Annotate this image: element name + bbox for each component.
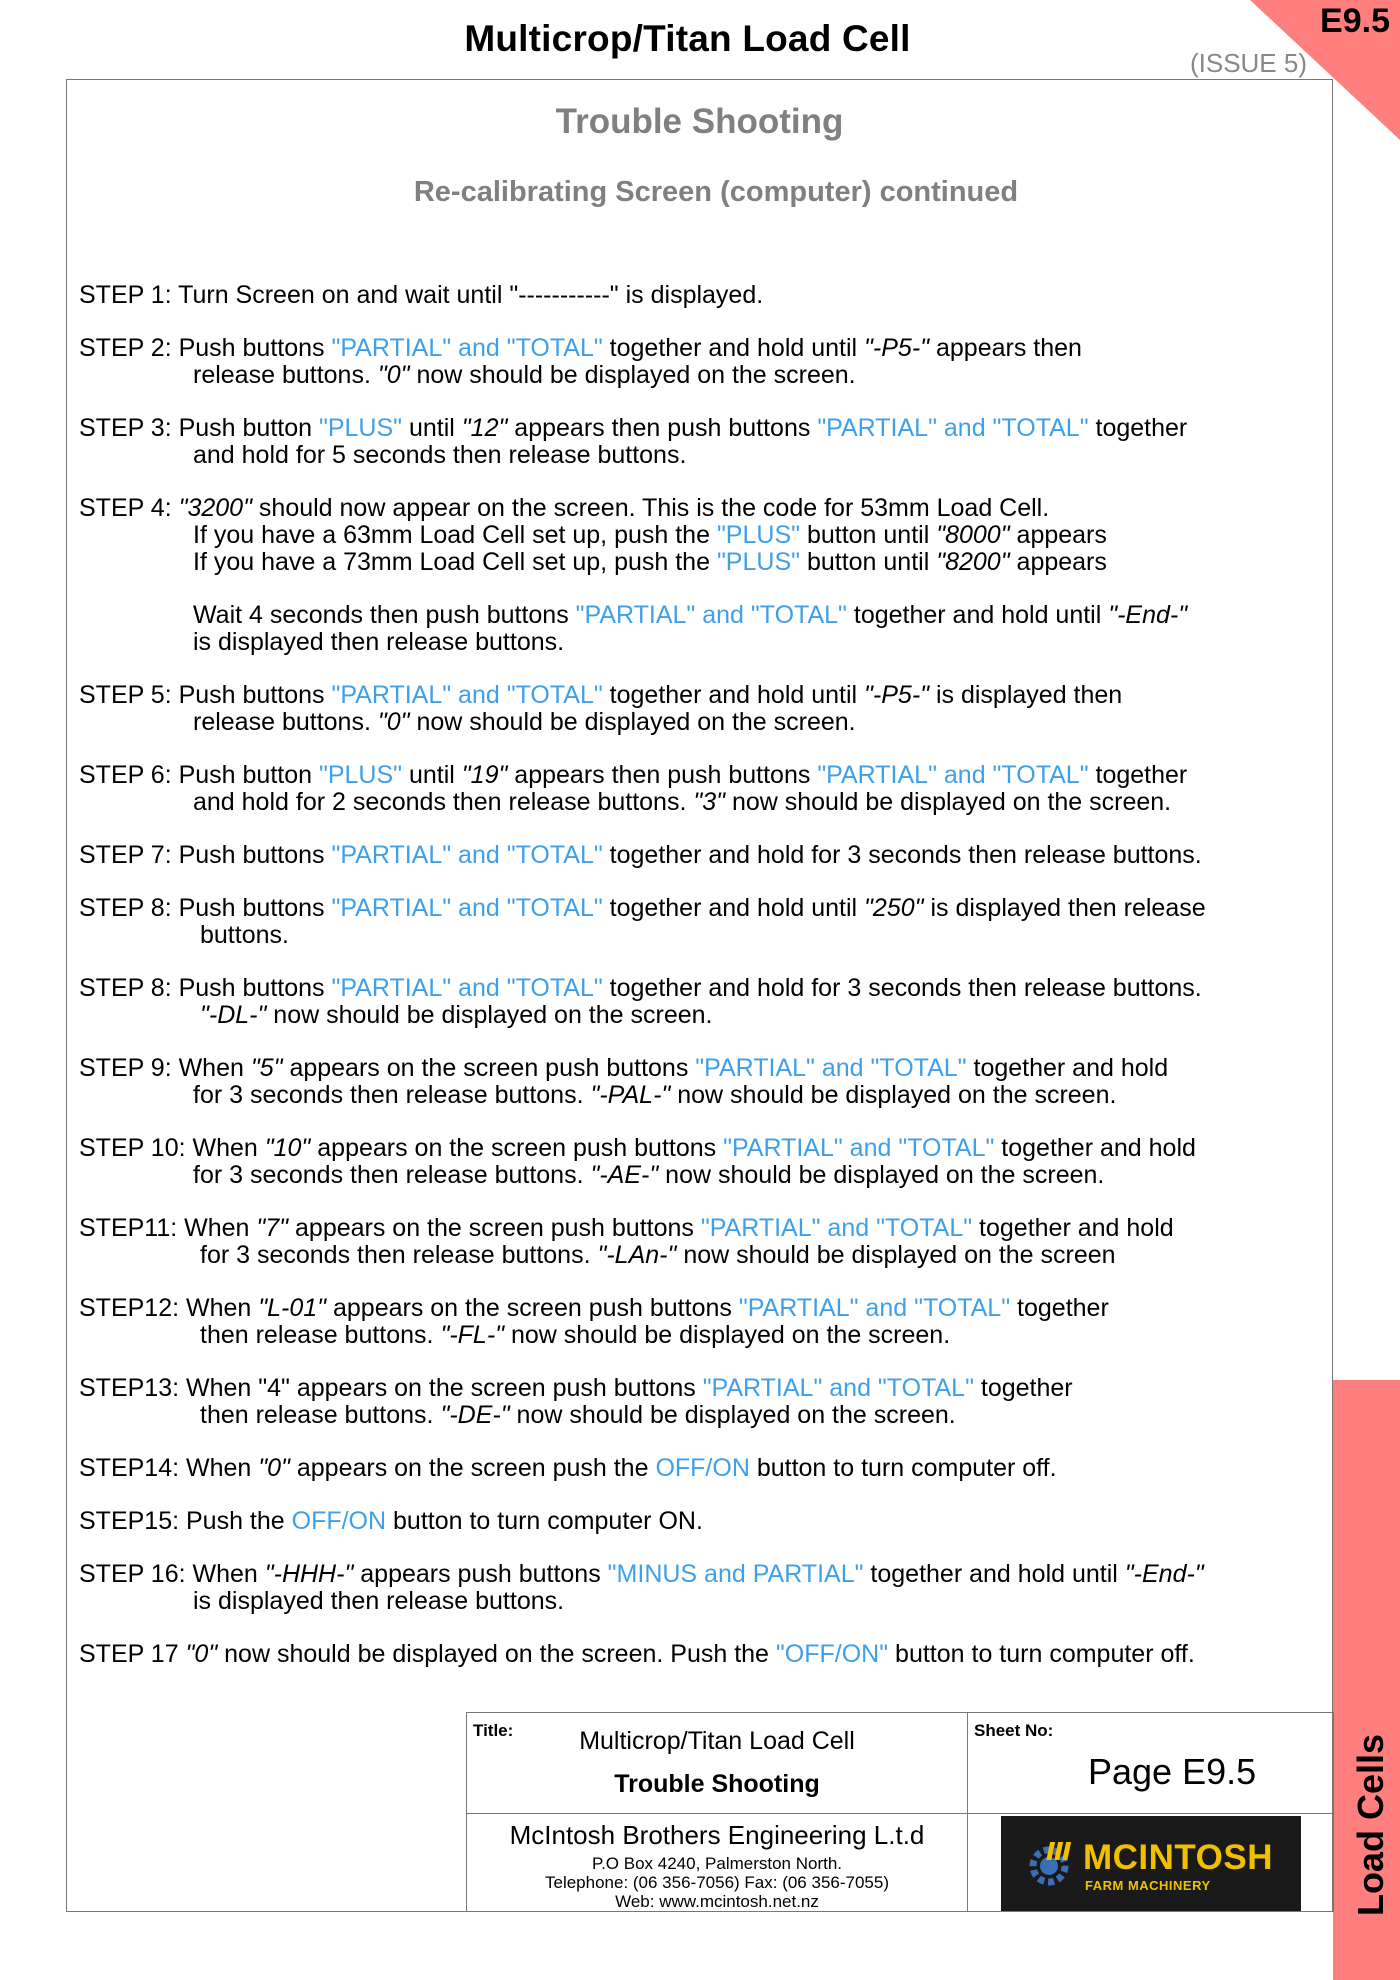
display-value-text: "-P5-" — [864, 334, 930, 362]
step-item — [79, 1375, 1339, 1429]
step-text: STEP 1: Turn Screen on and wait until "-----------" is displayed. — [79, 281, 764, 309]
display-value-text: "-LAn-" — [597, 1241, 677, 1269]
side-tab-label: Load Cells — [1350, 1733, 1391, 1916]
step-text: together and hold until — [846, 601, 1109, 629]
button-name-text: "OFF/ON" — [775, 1640, 889, 1668]
button-name-text: "PARTIAL" and "TOTAL" — [331, 681, 603, 709]
button-name-text: "PLUS" — [318, 761, 403, 789]
display-value-text: "12" — [461, 414, 508, 442]
display-value-text: "10" — [264, 1134, 311, 1162]
step-text: STEP13: When "4" appears on the screen push buttons — [79, 1374, 703, 1402]
display-value-text: "250" — [864, 894, 924, 922]
step-line — [79, 1588, 1339, 1615]
step-text: STEP 8: Push buttons — [79, 974, 332, 1002]
step-item — [79, 1561, 1339, 1615]
step-text: together and hold — [966, 1054, 1169, 1082]
step-text: If you have a 73mm Load Cell set up, push the — [193, 548, 717, 576]
step-text: together — [1088, 761, 1188, 789]
step-item — [79, 895, 1339, 949]
step-line — [79, 522, 1339, 549]
step-text: now should be displayed on the screen. — [670, 1081, 1117, 1109]
step-text: appears — [1009, 548, 1107, 576]
step-item — [79, 1508, 1339, 1535]
step-line — [79, 762, 1339, 789]
step-text: until — [402, 414, 462, 442]
display-value-text: "-PAL-" — [590, 1081, 671, 1109]
step-line — [79, 442, 1339, 469]
button-name-text: "PARTIAL" and "TOTAL" — [695, 1054, 967, 1082]
step-line — [79, 335, 1339, 362]
button-name-text: "PLUS" — [716, 521, 800, 549]
display-value-text: "-End-" — [1108, 601, 1188, 629]
display-value-text: "19" — [461, 761, 508, 789]
step-text: and hold for 5 seconds then release buttons. — [193, 441, 687, 469]
step-line — [79, 1242, 1339, 1269]
display-value-text: "8200" — [936, 548, 1010, 576]
step-text: then release buttons. — [200, 1401, 441, 1429]
company-name: McIntosh Brothers Engineering L.t.d — [509, 1820, 925, 1850]
step-text: buttons. — [200, 921, 289, 949]
step-line — [79, 1215, 1339, 1242]
step-item — [79, 842, 1339, 869]
display-value-text: "3" — [693, 788, 725, 816]
step-line — [79, 789, 1339, 816]
step-text: appears on the screen push buttons — [310, 1134, 724, 1162]
step-line — [79, 1322, 1339, 1349]
logo-cell — [967, 1813, 1334, 1912]
step-text: now should be displayed on the screen. — [409, 708, 856, 736]
step-text: together and hold until — [863, 1560, 1125, 1588]
title-label: Title: — [473, 1721, 514, 1740]
display-value-text: "3200" — [178, 494, 252, 522]
step-text: together and hold for 3 seconds then release buttons. — [602, 841, 1202, 869]
step-text: now should be displayed on the screen. — [266, 1001, 713, 1029]
button-name-text: "PARTIAL" and "TOTAL" — [331, 894, 603, 922]
step-text: button until — [800, 548, 937, 576]
step-text: appears on the screen push buttons — [326, 1294, 739, 1322]
company-phone: Telephone: (06 356-7056) Fax: (06 356-7055) — [544, 1873, 889, 1892]
step-text: appears then — [929, 334, 1082, 362]
step-text: is displayed then — [929, 681, 1123, 709]
display-value-text: "-AE-" — [590, 1161, 659, 1189]
button-name-text: OFF/ON — [291, 1507, 387, 1535]
step-text: If you have a 63mm Load Cell set up, push the — [193, 521, 717, 549]
button-name-text: "PARTIAL" and "TOTAL" — [702, 1374, 974, 1402]
step-item — [79, 975, 1339, 1029]
button-name-text: "PARTIAL" and "TOTAL" — [575, 601, 847, 629]
display-value-text: "L-01" — [258, 1294, 327, 1322]
step-text: STEP 16: When — [79, 1560, 265, 1588]
logo-wordmark: MCINTOSH — [1083, 1838, 1274, 1877]
display-value-text: "0" — [185, 1640, 218, 1668]
company-logo — [1001, 1816, 1301, 1911]
step-text: and hold for 2 seconds then release buttons. — [193, 788, 694, 816]
step-item — [79, 682, 1339, 736]
step-text: appears on the screen push buttons — [282, 1054, 696, 1082]
step-item — [79, 1055, 1339, 1109]
sheet-cell — [967, 1712, 1334, 1814]
page-code-label: E9.5 — [1320, 2, 1390, 40]
step-line — [79, 1055, 1339, 1082]
company-address: P.O Box 4240, Palmerston North. — [591, 1854, 843, 1873]
step-text: now should be displayed on the screen. — [504, 1321, 951, 1349]
step-text: then release buttons. — [200, 1321, 441, 1349]
step-line — [79, 975, 1339, 1002]
button-name-text: "PARTIAL" and "TOTAL" — [700, 1214, 973, 1242]
step-text: STEP14: When — [79, 1454, 259, 1482]
step-text: release buttons. — [193, 708, 378, 736]
step-text: button to turn computer off. — [749, 1454, 1057, 1482]
sheet-number: Page E9.5 — [1088, 1751, 1257, 1792]
step-text: together — [973, 1374, 1073, 1402]
step-text: now should be displayed on the screen. — [409, 361, 856, 389]
step-text: for 3 seconds then release buttons. — [193, 1081, 591, 1109]
step-text: together — [1088, 414, 1188, 442]
step-line — [79, 629, 1339, 656]
company-contact — [467, 1854, 967, 1911]
section-title: Trouble Shooting — [555, 102, 844, 141]
gear-icon — [1027, 1838, 1077, 1888]
step-text: is displayed then release buttons. — [193, 1587, 565, 1615]
step-line — [79, 1455, 1339, 1482]
step-text: now should be displayed on the screen. — [725, 788, 1172, 816]
step-text: Wait 4 seconds then push buttons — [193, 601, 576, 629]
step-line — [79, 1295, 1339, 1322]
step-text: appears then push buttons — [507, 761, 818, 789]
display-value-text: "5" — [250, 1054, 283, 1082]
button-name-text: "PLUS" — [318, 414, 403, 442]
step-text: STEP11: When — [79, 1214, 257, 1242]
title-line-2: Trouble Shooting — [614, 1770, 820, 1798]
step-line — [79, 1402, 1339, 1429]
logo-subtitle: FARM MACHINERY — [1085, 1878, 1211, 1893]
step-line — [79, 362, 1339, 389]
step-line — [79, 682, 1339, 709]
display-value-text: "-DE-" — [440, 1401, 510, 1429]
step-item — [79, 282, 1339, 309]
step-item — [79, 415, 1339, 469]
display-value-text: "-P5-" — [864, 681, 930, 709]
step-text: together and hold until — [602, 894, 865, 922]
step-text: should now appear on the screen. This is the code for 53mm Load Cell. — [251, 494, 1050, 522]
step-text: now should be displayed on the screen — [676, 1241, 1116, 1269]
step-line — [79, 1375, 1339, 1402]
display-value-text: "0" — [377, 708, 410, 736]
step-text: appears on the screen push buttons — [288, 1214, 701, 1242]
step-text: until — [402, 761, 462, 789]
step-text: STEP 17 — [79, 1640, 186, 1668]
step-line — [79, 1082, 1339, 1109]
display-value-text: "0" — [258, 1454, 290, 1482]
step-text: now should be displayed on the screen. — [509, 1401, 956, 1429]
step-text: for 3 seconds then release buttons. — [193, 1161, 591, 1189]
step-item — [79, 1295, 1339, 1349]
step-text: now should be displayed on the screen. — [658, 1161, 1105, 1189]
step-text: together and hold until — [602, 334, 865, 362]
step-item — [79, 335, 1339, 389]
step-text: appears then push buttons — [507, 414, 818, 442]
step-item — [79, 495, 1339, 656]
step-text: now should be displayed on the screen. Push the — [217, 1640, 776, 1668]
step-text: together and hold for 3 seconds then release buttons. — [602, 974, 1202, 1002]
step-line — [79, 1508, 1339, 1535]
step-line — [79, 602, 1339, 629]
button-name-text: "PARTIAL" and "TOTAL" — [817, 414, 1089, 442]
display-value-text: "8000" — [936, 521, 1010, 549]
step-item — [79, 1215, 1339, 1269]
step-text: appears on the screen push the — [289, 1454, 656, 1482]
step-line — [79, 842, 1339, 869]
step-item — [79, 1641, 1339, 1668]
company-cell — [466, 1813, 968, 1912]
step-text: release buttons. — [193, 361, 378, 389]
step-line — [79, 922, 1339, 949]
step-text: is displayed then release — [923, 894, 1206, 922]
step-line — [79, 895, 1339, 922]
step-line — [79, 1162, 1339, 1189]
display-value-text: "-HHH-" — [264, 1560, 354, 1588]
step-text: STEP 3: Push button — [79, 414, 319, 442]
step-item — [79, 1455, 1339, 1482]
step-text: STEP12: When — [79, 1294, 259, 1322]
step-text: appears — [1009, 521, 1107, 549]
step-text: button to turn computer off. — [888, 1640, 1195, 1668]
step-text: together — [1010, 1294, 1109, 1322]
step-text: STEP 9: When — [79, 1054, 251, 1082]
document-title: Multicrop/Titan Load Cell — [464, 18, 911, 59]
sheet-label: Sheet No: — [974, 1721, 1054, 1740]
button-name-text: "PARTIAL" and "TOTAL" — [331, 974, 603, 1002]
step-text: STEP 6: Push button — [79, 761, 319, 789]
step-line — [79, 1641, 1339, 1668]
step-line — [79, 495, 1339, 522]
button-name-text: "PARTIAL" and "TOTAL" — [817, 761, 1089, 789]
display-value-text: "-End-" — [1124, 1560, 1204, 1588]
step-text: STEP 8: Push buttons — [79, 894, 332, 922]
button-name-text: "PARTIAL" and "TOTAL" — [331, 334, 603, 362]
title-cell — [466, 1712, 968, 1814]
step-text: for 3 seconds then release buttons. — [200, 1241, 598, 1269]
display-value-text: "-FL-" — [440, 1321, 505, 1349]
step-text: STEP 10: When — [79, 1134, 265, 1162]
step-line — [79, 415, 1339, 442]
button-name-text: "PARTIAL" and "TOTAL" — [723, 1134, 995, 1162]
step-item — [79, 1135, 1339, 1189]
step-text: button until — [800, 521, 937, 549]
button-name-text: OFF/ON — [655, 1454, 750, 1482]
step-line — [79, 549, 1339, 576]
step-line — [79, 709, 1339, 736]
step-line — [79, 282, 1339, 309]
display-value-text: "7" — [256, 1214, 289, 1242]
step-text: button to turn computer ON. — [386, 1507, 703, 1535]
step-text: STEP15: Push the — [79, 1507, 292, 1535]
button-name-text: "PARTIAL" and "TOTAL" — [331, 841, 603, 869]
display-value-text: "0" — [377, 361, 410, 389]
section-subtitle: Re-calibrating Screen (computer) continued — [413, 176, 1019, 208]
step-line — [79, 1561, 1339, 1588]
step-text: together and hold until — [602, 681, 865, 709]
steps-list — [79, 282, 1339, 1694]
step-text: STEP 2: Push buttons — [79, 334, 332, 362]
step-text: STEP 4: — [79, 494, 179, 522]
step-text: together and hold — [972, 1214, 1174, 1242]
step-text: is displayed then release buttons. — [193, 628, 565, 656]
step-text: STEP 5: Push buttons — [79, 681, 332, 709]
step-item — [79, 762, 1339, 816]
company-web: Web: www.mcintosh.net.nz — [615, 1892, 819, 1911]
step-line — [79, 1002, 1339, 1029]
display-value-text: "-DL-" — [200, 1001, 267, 1029]
button-name-text: "PARTIAL" and "TOTAL" — [738, 1294, 1011, 1322]
button-name-text: "PLUS" — [716, 548, 800, 576]
title-line-1: Multicrop/Titan Load Cell — [579, 1727, 855, 1755]
step-text: STEP 7: Push buttons — [79, 841, 332, 869]
step-line — [79, 1135, 1339, 1162]
step-text: together and hold — [994, 1134, 1196, 1162]
issue-label: (ISSUE 5) — [1189, 48, 1307, 78]
step-text: appears push buttons — [353, 1560, 608, 1588]
title-block — [466, 1712, 1334, 1912]
button-name-text: "MINUS and PARTIAL" — [607, 1560, 864, 1588]
